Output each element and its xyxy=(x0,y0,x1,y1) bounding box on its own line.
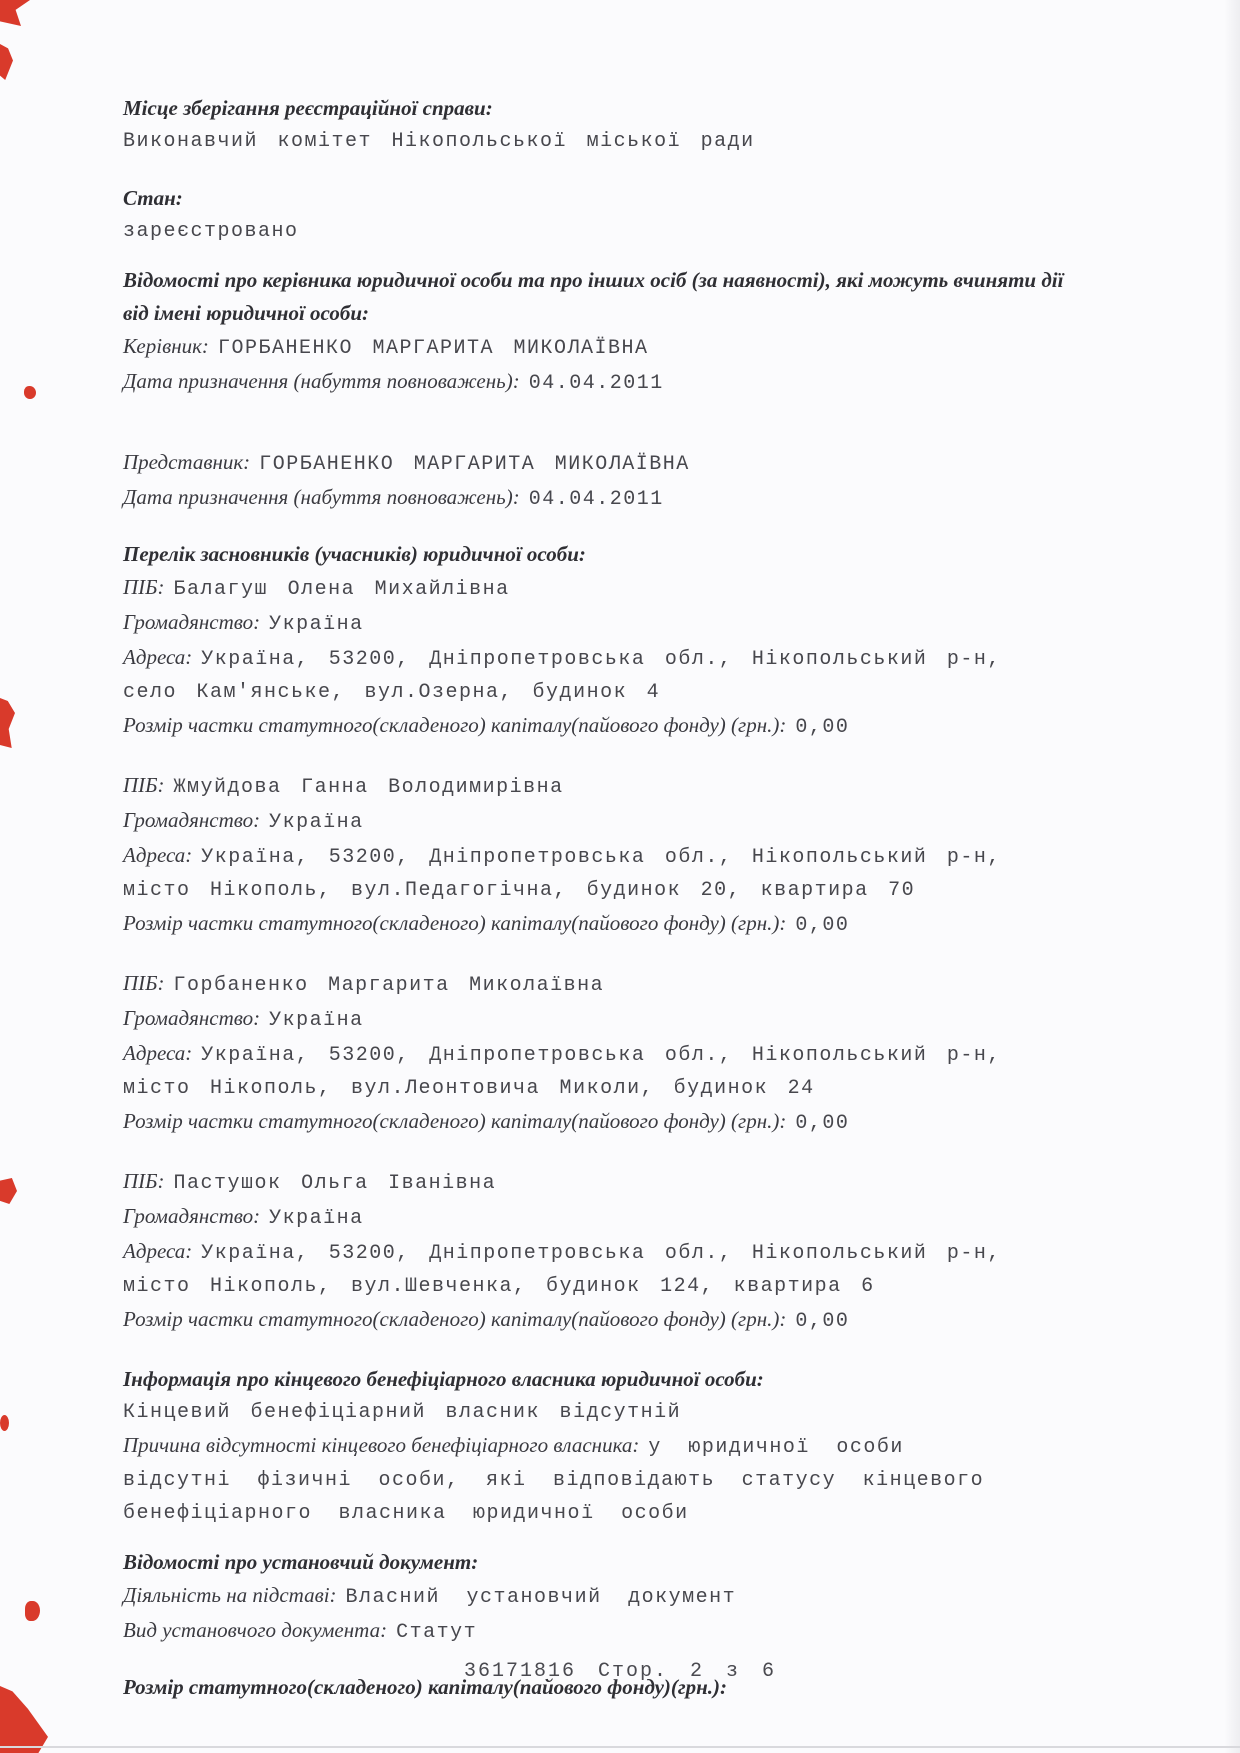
field-citizenship xyxy=(123,606,1133,641)
field-name xyxy=(123,967,1133,1002)
field-citizenship xyxy=(123,804,1133,839)
document-content xyxy=(123,92,1133,1704)
field-value: Україна, 53200, Дніпропетровська обл., Нікопольський р-н, xyxy=(201,648,1001,671)
scan-artifact-red xyxy=(0,1686,48,1753)
field-label: Керівник: xyxy=(123,334,209,358)
section-management xyxy=(123,264,1133,400)
status-value: зареєстровано xyxy=(123,220,299,243)
section-representative xyxy=(123,446,1133,516)
field-value: Україна xyxy=(269,1009,364,1032)
field-label: Адреса: xyxy=(123,1239,193,1263)
field-label: Розмір частки статутного(складеного) капіталу(пайового фонду) (грн.): xyxy=(123,1109,787,1133)
scan-artifact-red xyxy=(0,1178,17,1204)
scan-artifact-red xyxy=(0,698,15,748)
founder-item xyxy=(123,769,1133,942)
section-heading: Стан: xyxy=(123,186,183,210)
field-address-line2: місто Нікополь, вул.Педагогічна, будинок 20, квартира 70 xyxy=(123,879,916,902)
field-value: Пастушок Ольга Іванівна xyxy=(173,1172,497,1195)
field-label: ПІБ: xyxy=(123,971,165,995)
scan-artifact-red xyxy=(0,44,13,80)
section-founding-document xyxy=(123,1546,1133,1649)
field-label: ПІБ: xyxy=(123,575,165,599)
field-label: Адреса: xyxy=(123,843,193,867)
field-label: Представник: xyxy=(123,450,251,474)
field-label: Дата призначення (набуття повноважень): xyxy=(123,369,520,393)
field-label: Громадянство: xyxy=(123,1006,261,1030)
field-label: Розмір частки статутного(складеного) капіталу(пайового фонду) (грн.): xyxy=(123,713,787,737)
field-label: Розмір частки статутного(складеного) капіталу(пайового фонду) (грн.): xyxy=(123,911,787,935)
field-value: 0,00 xyxy=(795,914,850,937)
field-value: Україна xyxy=(269,1207,364,1230)
field-label: ПІБ: xyxy=(123,773,165,797)
field-address xyxy=(123,641,1133,676)
field-value: ГОРБАНЕНКО МАРГАРИТА МИКОЛАЇВНА xyxy=(259,453,690,476)
section-heading: Відомості про установчий документ: xyxy=(123,1550,479,1574)
field-citizenship xyxy=(123,1002,1133,1037)
section-status xyxy=(123,182,1133,248)
field-address xyxy=(123,839,1133,874)
field-address-line2: місто Нікополь, вул.Леонтовича Миколи, будинок 24 xyxy=(123,1077,815,1100)
section-heading: Відомості про керівника юридичної особи та про інших осіб (за наявності), які можуть вчиняти дії від імені юридичної особи: xyxy=(123,268,1064,325)
page-footer-text: 36171816 Стор. 2 з 6 xyxy=(463,1660,777,1683)
field-label: Вид установчого документа: xyxy=(123,1618,388,1642)
field-label: ПІБ: xyxy=(123,1169,165,1193)
field-label: Громадянство: xyxy=(123,610,261,634)
field-value: Україна, 53200, Дніпропетровська обл., Нікопольський р-н, xyxy=(201,1242,1001,1265)
field-citizenship xyxy=(123,1200,1133,1235)
field-value: Україна, 53200, Дніпропетровська обл., Нікопольський р-н, xyxy=(201,846,1001,869)
field-address xyxy=(123,1037,1133,1072)
field-head-date xyxy=(123,365,1133,400)
section-storage-place xyxy=(123,92,1133,158)
field-value: Україна xyxy=(269,811,364,834)
field-name xyxy=(123,769,1133,804)
field-value: 04.04.2011 xyxy=(528,488,664,511)
field-representative xyxy=(123,446,1133,481)
section-heading: Інформація про кінцевого бенефіціарного власника юридичної особи: xyxy=(123,1367,764,1391)
field-label: Дата призначення (набуття повноважень): xyxy=(123,485,520,509)
field-label: Громадянство: xyxy=(123,1204,261,1228)
field-label: Причина відсутності кінцевого бенефіціарного власника: xyxy=(123,1433,640,1457)
reason-line3: бенефіціарного власника юридичної особи xyxy=(123,1502,689,1525)
field-value: Україна xyxy=(269,613,364,636)
section-heading-capital: Розмір статутного(складеного) капіталу(пайового фонду)(грн.): xyxy=(123,1675,728,1699)
scan-artifact-red xyxy=(0,0,30,26)
field-address xyxy=(123,1235,1133,1270)
field-label: Адреса: xyxy=(123,645,193,669)
field-reason xyxy=(123,1429,1133,1464)
storage-place-value: Виконавчий комітет Нікопольської міської ради xyxy=(123,130,755,153)
field-value: Горбаненко Маргарита Миколаївна xyxy=(173,974,605,997)
section-beneficiary xyxy=(123,1363,1133,1530)
field-value: 0,00 xyxy=(795,1310,850,1333)
scan-artifact-red xyxy=(24,386,36,399)
section-heading: Місце зберігання реєстраційної справи: xyxy=(123,96,493,120)
field-name xyxy=(123,1165,1133,1200)
field-address-line2: місто Нікополь, вул.Шевченка, будинок 124, квартира 6 xyxy=(123,1275,875,1298)
field-value: Україна, 53200, Дніпропетровська обл., Нікопольський р-н, xyxy=(201,1044,1001,1067)
field-share xyxy=(123,1303,1133,1338)
field-value: Статут xyxy=(396,1621,478,1644)
section-heading-founders: Перелік засновників (учасників) юридичної особи: xyxy=(123,542,586,566)
beneficiary-status: Кінцевий бенефіціарний власник відсутній xyxy=(123,1401,682,1424)
field-value: 0,00 xyxy=(795,716,850,739)
founder-item xyxy=(123,967,1133,1140)
field-share xyxy=(123,907,1133,942)
field-value: у юридичної особи xyxy=(648,1436,904,1459)
field-label: Адреса: xyxy=(123,1041,193,1065)
field-basis xyxy=(123,1579,1133,1614)
field-value: 0,00 xyxy=(795,1112,850,1135)
field-kind xyxy=(123,1614,1133,1649)
field-address-line2: село Кам'янське, вул.Озерна, будинок 4 xyxy=(123,681,661,704)
reason-line2: відсутні фізичні особи, які відповідають статусу кінцевого xyxy=(123,1469,985,1492)
scan-artifact-red xyxy=(0,1415,9,1431)
field-share xyxy=(123,1105,1133,1140)
field-name xyxy=(123,571,1133,606)
field-value: 04.04.2011 xyxy=(528,372,664,395)
field-head xyxy=(123,330,1133,365)
page-footer xyxy=(0,1660,1240,1683)
scan-edge-shadow-right xyxy=(1224,0,1240,1753)
scan-artifact-red xyxy=(25,1601,40,1621)
field-value: Жмуйдова Ганна Володимирівна xyxy=(173,776,564,799)
founder-item xyxy=(123,1165,1133,1338)
field-value: Балагуш Олена Михайлівна xyxy=(173,578,510,601)
field-value: ГОРБАНЕНКО МАРГАРИТА МИКОЛАЇВНА xyxy=(217,337,649,360)
field-repr-date xyxy=(123,481,1133,516)
founder-item xyxy=(123,571,1133,744)
scan-edge-shadow-bottom xyxy=(0,1746,1240,1748)
field-label: Діяльність на підставі: xyxy=(123,1583,337,1607)
field-value: Власний установчий документ xyxy=(345,1586,737,1609)
field-label: Громадянство: xyxy=(123,808,261,832)
field-share xyxy=(123,709,1133,744)
field-label: Розмір частки статутного(складеного) капіталу(пайового фонду) (грн.): xyxy=(123,1307,787,1331)
